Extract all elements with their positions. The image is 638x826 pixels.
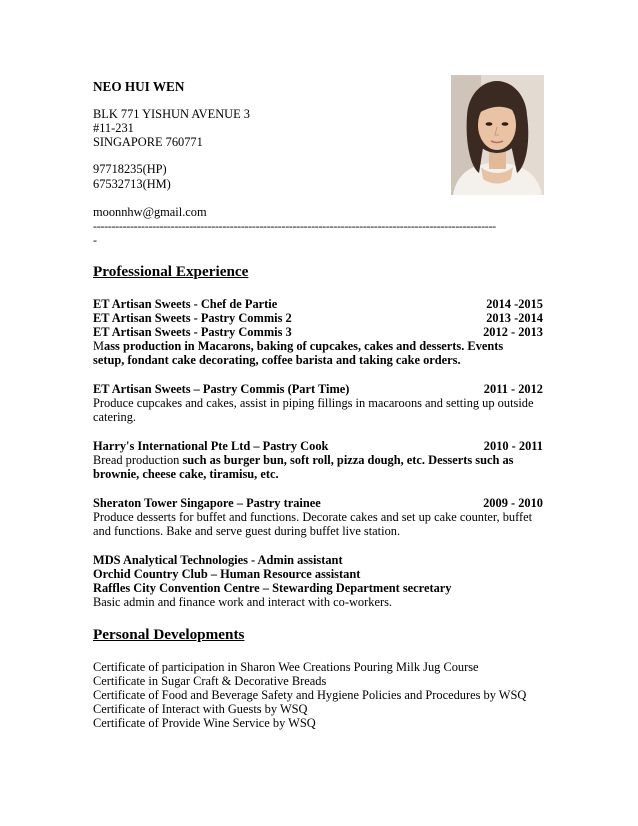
role-title: ET Artisan Sweets - Pastry Commis 3 xyxy=(93,325,292,339)
address-line: BLK 771 YISHUN AVENUE 3 xyxy=(93,107,250,121)
role-title: Raffles City Convention Centre – Stewarding Department secretary xyxy=(93,581,452,595)
role-title: ET Artisan Sweets - Chef de Partie xyxy=(93,297,278,311)
role-years: 2011 - 2012 xyxy=(483,382,543,396)
role-description: Bread production such as burger bun, soft roll, pizza dough, etc. Desserts such as xyxy=(93,453,514,467)
role-title: Sheraton Tower Singapore – Pastry trainee xyxy=(93,496,321,510)
role-years: 2013 -2014 xyxy=(486,311,543,325)
role-description: Mass production in Macarons, baking of cupcakes, cakes and desserts. Events xyxy=(93,339,504,353)
role-description: and functions. Bake and serve guest during buffet live station. xyxy=(93,524,401,538)
address-line: SINGAPORE 760771 xyxy=(93,135,203,149)
separator-line: ------------------------------------------------------------------------------------------------------------- xyxy=(93,220,496,233)
phone-hp: 97718235(HP) xyxy=(93,162,167,176)
section-heading-development: Personal Developments xyxy=(93,626,245,643)
role-description: setup, fondant cake decorating, coffee barista and taking cake orders. xyxy=(93,353,461,367)
certificate-item: Certificate of Provide Wine Service by WSQ xyxy=(93,716,316,730)
role-title: ET Artisan Sweets – Pastry Commis (Part Time) xyxy=(93,382,350,396)
certificate-item: Certificate of participation in Sharon Wee Creations Pouring Milk Jug Course xyxy=(93,660,479,674)
applicant-name: NEO HUI WEN xyxy=(93,79,185,94)
role-years: 2014 -2015 xyxy=(486,297,543,311)
profile-photo xyxy=(451,75,544,195)
phone-hm: 67532713(HM) xyxy=(93,177,171,191)
role-years: 2009 - 2010 xyxy=(483,496,543,510)
address-line: #11-231 xyxy=(93,121,134,135)
role-title: MDS Analytical Technologies - Admin assistant xyxy=(93,553,343,567)
role-description: Basic admin and finance work and interact with co-workers. xyxy=(93,595,392,609)
role-years: 2010 - 2011 xyxy=(483,439,543,453)
email: moonnhw@gmail.com xyxy=(93,205,207,219)
role-description: Produce cupcakes and cakes, assist in piping fillings in macaroons and setting up outside xyxy=(93,396,534,410)
role-title: Orchid Country Club – Human Resource assistant xyxy=(93,567,361,581)
certificate-item: Certificate of Interact with Guests by WSQ xyxy=(93,702,308,716)
role-description: Produce desserts for buffet and functions. Decorate cakes and set up cake counter, buffet xyxy=(93,510,533,524)
role-title: Harry's International Pte Ltd – Pastry Cook xyxy=(93,439,329,453)
separator-tail: - xyxy=(93,233,97,247)
role-years: 2012 - 2013 xyxy=(483,325,543,339)
certificate-item: Certificate of Food and Beverage Safety and Hygiene Policies and Procedures by WSQ xyxy=(93,688,527,702)
role-description: brownie, cheese cake, tiramisu, etc. xyxy=(93,467,279,481)
role-description: catering. xyxy=(93,410,136,424)
section-heading-experience: Professional Experience xyxy=(93,263,249,280)
role-title: ET Artisan Sweets - Pastry Commis 2 xyxy=(93,311,292,325)
certificate-item: Certificate in Sugar Craft & Decorative Breads xyxy=(93,674,327,688)
